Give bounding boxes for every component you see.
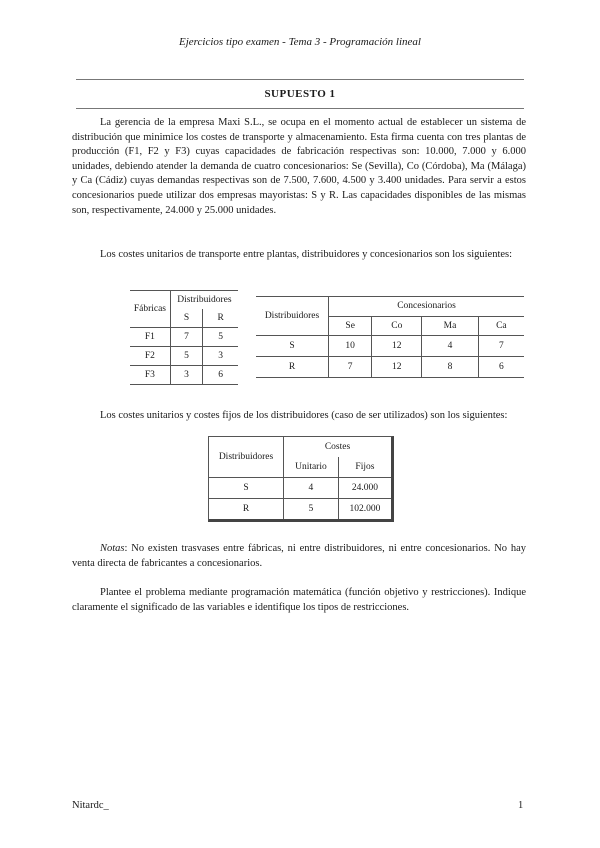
table-cell: 6 bbox=[203, 366, 238, 385]
table-column-header: Fijos bbox=[338, 457, 391, 478]
table-row-label: F1 bbox=[130, 328, 170, 347]
table-row-label: R bbox=[209, 499, 284, 520]
table-cell: 10 bbox=[329, 336, 372, 357]
table-row-label: F2 bbox=[130, 347, 170, 366]
notes-paragraph bbox=[72, 542, 526, 571]
table-row bbox=[130, 328, 238, 347]
footer-author: Nitardc_ bbox=[72, 800, 109, 811]
notes-label: Notas bbox=[100, 543, 125, 554]
table-cell: 5 bbox=[170, 347, 202, 366]
table-cell: 12 bbox=[372, 357, 422, 378]
page-header: Ejercicios tipo examen - Tema 3 - Programación lineal bbox=[179, 36, 421, 48]
table-cell: 12 bbox=[372, 336, 422, 357]
table-cell: 3 bbox=[170, 366, 202, 385]
table-cell: 6 bbox=[478, 357, 524, 378]
notes-text: : No existen trasvases entre fábricas, ni entre distribuidores, ni entre concesionarios. No hay venta directa de fabricantes a concesionarios. bbox=[72, 543, 526, 569]
table-row bbox=[130, 366, 238, 385]
table-header-cell: Distribuidores bbox=[209, 437, 284, 478]
title-top-rule bbox=[76, 79, 524, 80]
table-row bbox=[209, 499, 391, 520]
table-group-header: Costes bbox=[324, 442, 351, 452]
table-column-header: Se bbox=[329, 316, 372, 336]
table-column-header: Ma bbox=[422, 316, 478, 336]
page-title: SUPUESTO 1 bbox=[264, 88, 336, 100]
table-cell: 7 bbox=[478, 336, 524, 357]
table-cell: 5 bbox=[203, 328, 238, 347]
table-column-header: Unitario bbox=[284, 457, 339, 478]
table-row-label: F3 bbox=[130, 366, 170, 385]
table-cell: 24.000 bbox=[338, 478, 391, 499]
table-row-label: S bbox=[209, 478, 284, 499]
table-cell: 3 bbox=[203, 347, 238, 366]
table-group-header: Concesionarios bbox=[329, 297, 525, 317]
distributors-dealers-table bbox=[256, 296, 524, 378]
table-row bbox=[256, 336, 524, 357]
table-cell: 102.000 bbox=[349, 504, 381, 514]
table-column-header: S bbox=[170, 309, 202, 328]
distributor-costs-table-frame bbox=[208, 436, 394, 522]
transport-costs-paragraph: Los costes unitarios de transporte entre plantas, distribuidores y concesionarios son los siguientes: bbox=[100, 249, 513, 260]
instructions-paragraph: Plantee el problema mediante programación matemática (función objetivo y restricciones). Indique claramente el significado de las variables e identifique los tipos de restricciones. bbox=[72, 587, 526, 613]
table-cell: 7 bbox=[329, 357, 372, 378]
distributor-costs-table bbox=[209, 437, 391, 519]
table-column-header: R bbox=[203, 309, 238, 328]
table-group-header: Distribuidores bbox=[170, 291, 238, 310]
table-column-header: Co bbox=[372, 316, 422, 336]
table-row bbox=[209, 478, 391, 499]
intro-paragraph: La gerencia de la empresa Maxi S.L., se ocupa en el momento actual de establecer un sistema de distribución que minimice los costes de transporte y almacenamiento. Esta firma cuenta con tres plantas de producción (F1, F2 y F3) cuyas capacidades de fabricación respectivas son: 10.000, 7.000 y 6.000 unidades, debiendo atender la demanda de cuatro concesionarios: Se (Sevilla), Co (Córdoba), Ma (Málaga) y Ca (Cádiz) cuyas demandas respectivas son de 7.500, 7.600, 4.500 y 3.400 unidades. Para servir a estos concesionarios puede utilizar dos empresas mayoristas: S y R. Las capacidades disponibles de las mismas son, respectivamente, 24.000 y 25.000 unidades. bbox=[72, 117, 526, 216]
table-row bbox=[130, 347, 238, 366]
title-bottom-rule bbox=[76, 108, 524, 109]
page-number: 1 bbox=[518, 800, 524, 811]
table-cell: 4 bbox=[284, 478, 339, 499]
table-cell: 5 bbox=[284, 499, 339, 520]
table-header-cell: Distribuidores bbox=[256, 297, 329, 336]
fixed-costs-paragraph: Los costes unitarios y costes fijos de los distribuidores (caso de ser utilizados) son los siguientes: bbox=[100, 410, 508, 421]
table-row bbox=[256, 357, 524, 378]
table-cell: 4 bbox=[422, 336, 478, 357]
table-header-cell: Fábricas bbox=[130, 291, 170, 328]
factories-distributors-table bbox=[130, 290, 238, 385]
table-cell: 7 bbox=[170, 328, 202, 347]
table-cell: 8 bbox=[422, 357, 478, 378]
table-column-header: Ca bbox=[478, 316, 524, 336]
table-row-label: S bbox=[256, 336, 329, 357]
table-row-label: R bbox=[256, 357, 329, 378]
